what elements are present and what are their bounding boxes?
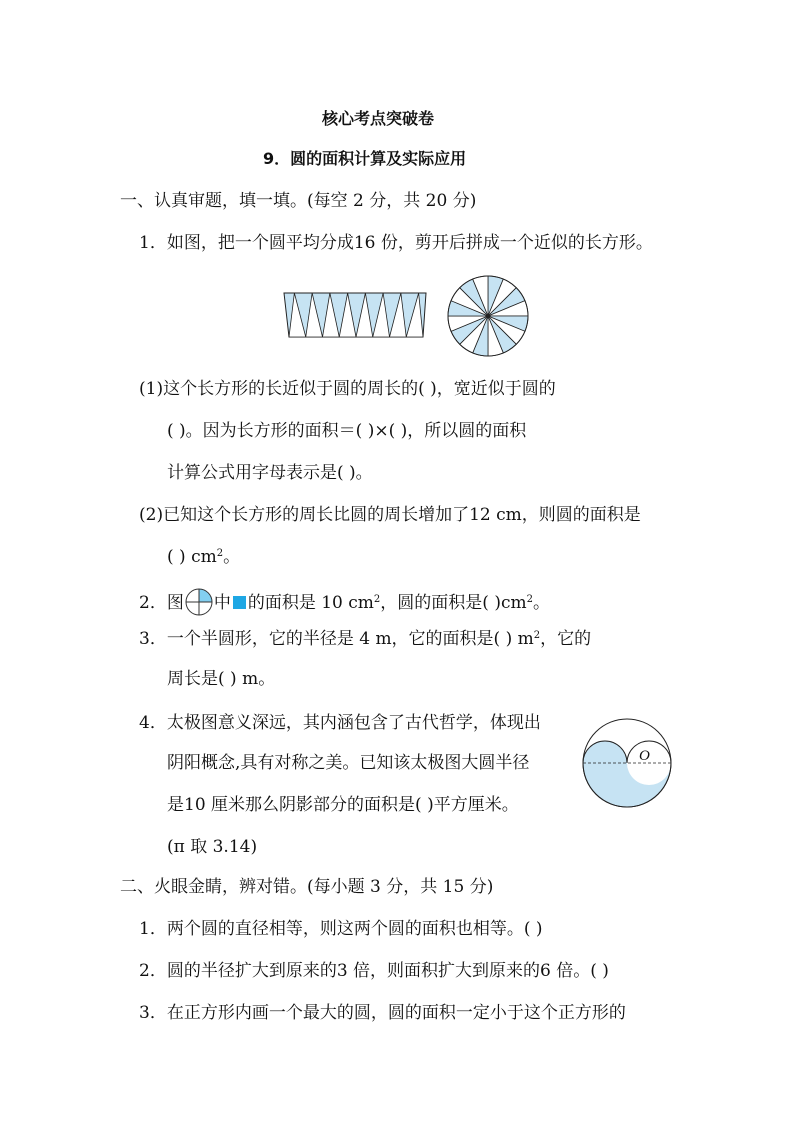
q2-part-c: 的面积是 10 cm xyxy=(247,593,374,613)
sup-2: 2 xyxy=(373,594,381,605)
q2-part-a: 2．图 xyxy=(139,593,184,613)
q4-line4: (π 取 3.14) xyxy=(167,837,258,857)
blue-square-icon xyxy=(233,596,246,609)
q3-line2: 周长是( ) m。 xyxy=(167,669,276,689)
q1-part1-line1: (1)这个长方形的长近似于圆的周长的( )，宽近似于圆的 xyxy=(139,379,556,399)
sup-2: 2 xyxy=(533,630,541,641)
sup-2: 2 xyxy=(216,548,224,559)
q2-part-e: 。 xyxy=(532,593,550,613)
q2-part-d: ，圆的面积是( )cm xyxy=(380,593,527,613)
q1-part1-line2: ( )。因为长方形的面积＝( )×( )，所以圆的面积 xyxy=(167,421,527,441)
q1-part2-line2 xyxy=(167,546,240,568)
q4-line2: 阴阳概念,具有对称之美。已知该太极图大圆半径 xyxy=(167,753,530,773)
series-title: 核心考点突破卷 xyxy=(322,109,435,128)
q4-line3: 是10 厘米那么阴影部分的面积是( )平方厘米。 xyxy=(167,795,519,815)
section2-heading: 二、火眼金睛，辨对错。(每小题 3 分，共 15 分) xyxy=(120,877,494,897)
q2-part-b: 中 xyxy=(213,593,231,613)
q3-line1-post: ，它的 xyxy=(540,629,592,649)
center-label: O xyxy=(639,748,650,764)
s2-q1: 1．两个圆的直径相等，则这两个圆的面积也相等。( ) xyxy=(139,919,543,939)
q1-part1-line3: 计算公式用字母表示是( )。 xyxy=(167,463,373,483)
taiji-diagram xyxy=(582,718,672,808)
sup-2: 2 xyxy=(526,594,533,605)
s2-q3: 3．在正方形内画一个最大的圆，圆的面积一定小于这个正方形的 xyxy=(139,1003,626,1023)
section1-heading: 一、认真审题，填一填。(每空 2 分，共 20 分) xyxy=(120,191,477,211)
q1-stem: 1．如图，把一个圆平均分成16 份，剪开后拼成一个近似的长方形。 xyxy=(139,233,653,253)
q1-part2-end: 。 xyxy=(223,547,241,567)
q3-line1 xyxy=(139,628,591,650)
q1-part2-blank: ( ) cm xyxy=(167,547,217,567)
rectangle-of-sectors-figure xyxy=(282,290,428,340)
q2-line xyxy=(139,592,550,615)
q1-part2-line1: (2)已知这个长方形的周长比圆的周长增加了12 cm，则圆的面积是 xyxy=(139,505,641,525)
circle-16-sectors-figure xyxy=(446,274,530,358)
circle-with-quarter-shaded-icon xyxy=(184,593,214,615)
q3-line1-pre: 3．一个半圆形，它的半径是 4 m，它的面积是( ) m xyxy=(139,629,534,649)
q4-line1: 4．太极图意义深远，其内涵包含了古代哲学，体现出 xyxy=(139,713,541,733)
s2-q2: 2．圆的半径扩大到原来的3 倍，则面积扩大到原来的6 倍。( ) xyxy=(139,961,609,981)
unit-title: 9．圆的面积计算及实际应用 xyxy=(263,149,467,168)
